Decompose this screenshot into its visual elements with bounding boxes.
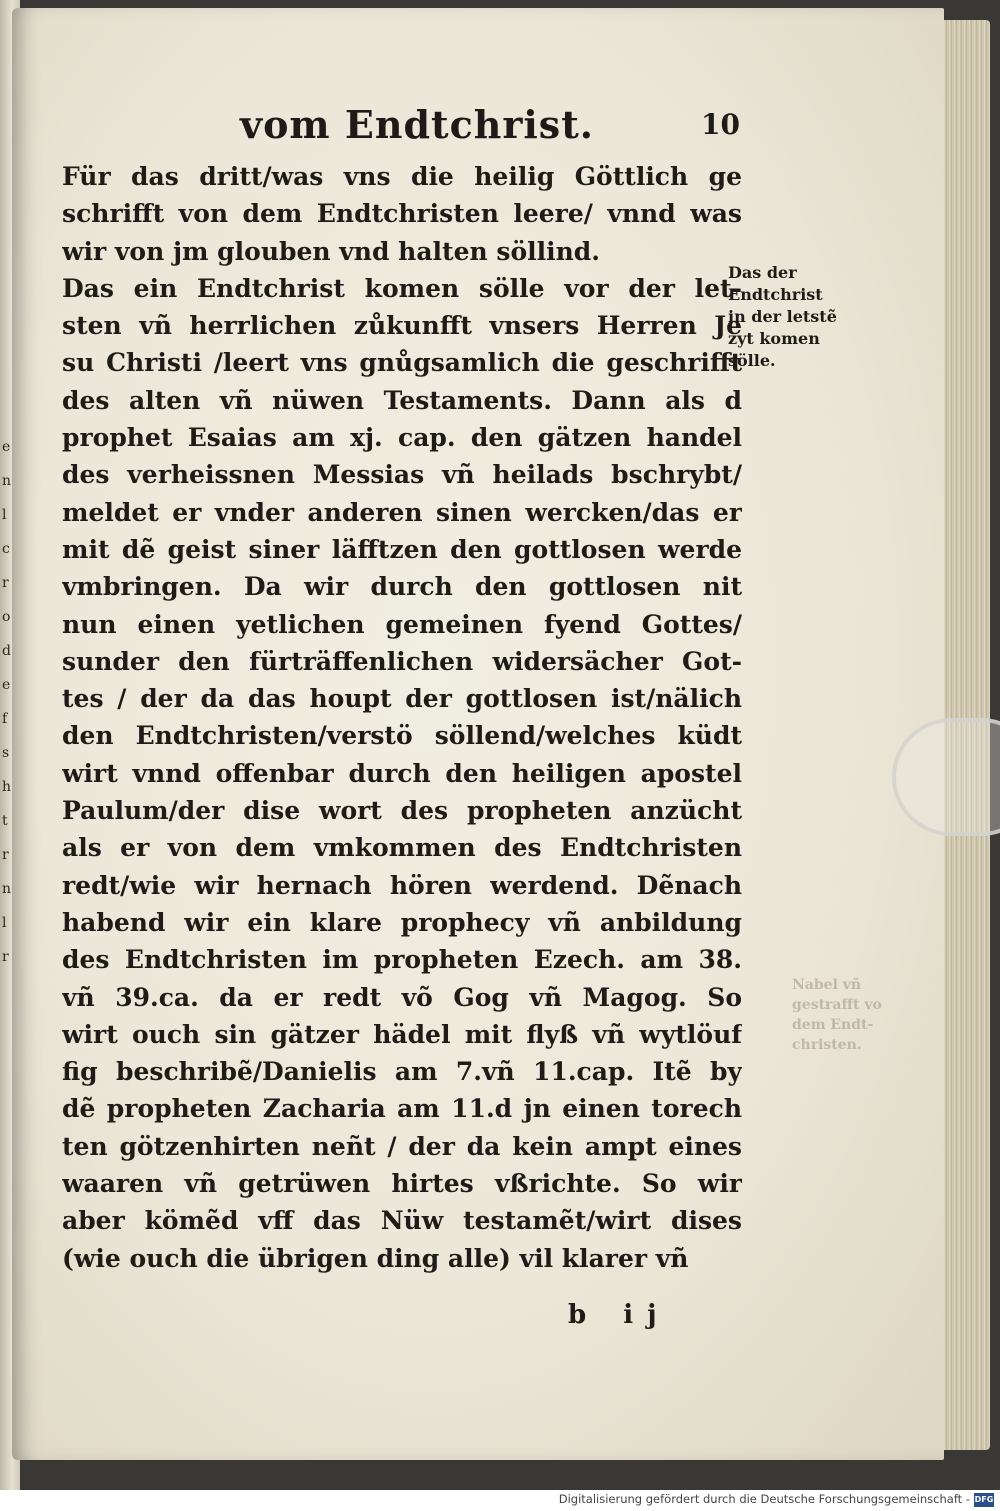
text-line: waaren vñ getrüwen hirtes vßrichte. So wir	[62, 1169, 742, 1199]
marginal-note-line: Endtchrist	[728, 285, 823, 304]
text-line: den Endtchristen/verstö söllend/welches küdt	[62, 721, 742, 751]
text-line: ten götzenhirten neñt / der da kein ampt eines	[62, 1131, 742, 1161]
text-line: des verheissnen Messias vñ heilads bschrybt/	[62, 460, 742, 490]
marginal-note-line: sölle.	[728, 351, 776, 370]
funding-credit: Digitalisierung gefördert durch die Deutsche Forschungsgemeinschaft -	[558, 1492, 970, 1506]
text-line: des Endtchristen im propheten Ezech. am 38.	[62, 945, 742, 975]
dfg-logo: DFG	[974, 1493, 994, 1507]
margin-mark: t	[2, 813, 8, 829]
text-line: des alten vñ nüwen Testaments. Dann als d	[62, 385, 742, 415]
text-line: nun einen yetlichen gemeinen fyend Gottes/	[62, 609, 742, 639]
text-line: fig beschribẽ/Danielis am 7.vñ 11.cap. Itẽ by	[62, 1057, 742, 1087]
text-line: sunder den fürträffenlichen widersächer Got-	[62, 646, 742, 676]
text-line: Das ein Endtchrist komen sölle vor der let-	[62, 273, 742, 303]
text-line: meldet er vnder anderen sinen wercken/das er	[62, 497, 742, 527]
show-through-line: gestrafft vo	[792, 997, 882, 1013]
text-line: dẽ propheten Zacharia am 11.d jn einen torech	[62, 1094, 742, 1124]
page-clip	[892, 718, 1000, 836]
margin-mark: n	[2, 881, 12, 897]
page-header	[240, 102, 740, 154]
text-line: schrifft von dem Endtchristen leere/ vnnd was	[62, 199, 742, 229]
text-line: wirt ouch sin gätzer hädel mit flyß vñ wytlöuf	[62, 1019, 742, 1049]
show-through-line: Nabel vñ	[792, 977, 862, 993]
show-through-line: christen.	[792, 1037, 862, 1053]
marginal-note-line: zyt komen	[728, 329, 820, 348]
margin-mark: r	[2, 575, 9, 591]
show-through-note	[792, 975, 892, 1055]
marginal-note-line: Das der	[728, 263, 797, 282]
text-line: vñ 39.ca. da er redt võ Gog vñ Magog. So	[62, 982, 742, 1012]
text-line: (wie ouch die übrigen ding alle) vil klarer vñ	[62, 1243, 689, 1273]
margin-mark: c	[2, 541, 10, 557]
text-line: tes / der da das houpt der gottlosen ist/nälich	[62, 684, 742, 714]
margin-mark: e	[2, 677, 11, 693]
text-line: aber kömẽd vff das Nüw testamẽt/wirt dises	[62, 1206, 742, 1236]
page-number: 10	[701, 108, 740, 141]
text-line: Paulum/der dise wort des propheten anzücht	[62, 796, 742, 826]
text-line: Für das dritt/was vns die heilig Göttlich ge	[62, 162, 742, 191]
margin-mark: h	[2, 779, 12, 795]
margin-mark: n	[2, 473, 12, 489]
margin-mark: s	[2, 745, 10, 761]
text-line: habend wir ein klare prophecy vñ anbildung	[62, 907, 742, 937]
margin-mark: r	[2, 949, 9, 965]
footer-bar	[0, 1490, 1000, 1511]
signature-mark: b ij	[568, 1300, 671, 1330]
show-through-line: dem Endt-	[792, 1017, 874, 1033]
text-line: wir von jm glouben vnd halten söllind.	[62, 236, 600, 266]
margin-mark: d	[2, 643, 11, 659]
margin-mark: o	[2, 609, 11, 625]
running-title: vom Endtchrist.	[240, 102, 594, 147]
text-line: mit dẽ geist siner läfftzen den gottlosen werde	[62, 534, 742, 564]
body-text	[62, 158, 742, 1277]
text-line: wirt vnnd offenbar durch den heiligen apostel	[62, 758, 742, 788]
margin-mark: e	[2, 439, 11, 455]
margin-mark: r	[2, 847, 9, 863]
text-line: redt/wie wir hernach hören werdend. Dẽnach	[62, 870, 742, 900]
margin-mark: f	[2, 711, 8, 727]
text-line: als er von dem vmkommen des Endtchristen	[62, 833, 742, 863]
text-line: su Christi /leert vns gnůgsamlich die geschrifft	[62, 348, 742, 378]
marginal-note-line: in der letstẽ	[728, 307, 837, 326]
marginal-note	[728, 262, 858, 372]
text-line: vmbringen. Da wir durch den gottlosen nit	[62, 572, 742, 602]
margin-mark: l	[2, 915, 7, 931]
text-line: sten vñ herrlichen zůkunfft vnsers Herren Je	[62, 311, 742, 341]
text-line: prophet Esaias am xj. cap. den gätzen handel	[62, 423, 742, 453]
margin-mark: l	[2, 507, 7, 523]
